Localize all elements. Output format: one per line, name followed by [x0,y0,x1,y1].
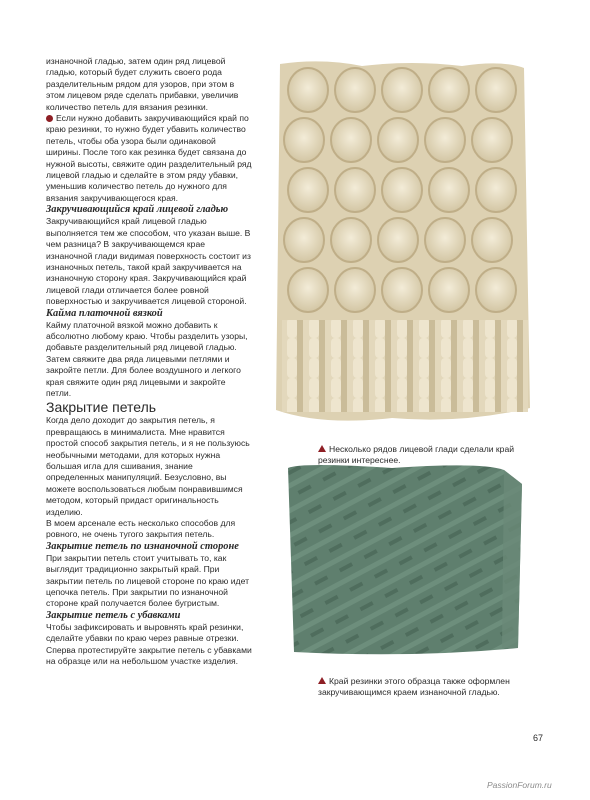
cable-bubble [335,268,375,312]
cable-pattern [284,68,516,312]
paragraph: изнаночной гладью, затем один ряд лицевой гладью, который будет служить своего рода разделительным рядом для узоров, при этом в этом лицевом ряде сделать прибавки, увеличив количество петель для вязания резинки. [46,56,239,112]
section-heading: Закрытие петель [46,399,157,416]
cable-bubble [288,68,328,112]
cable-bubble [335,168,375,212]
paragraph: При закрытии петель стоит учитывать то, как выглядит традиционно закрытый край. При закрытии петель по лицевой стороне по краю идет цепочка петель. При закрытии по изнаночной стороне край получается более бугристым. [46,552,250,609]
cable-bubble [382,68,422,112]
cable-bubble [284,118,324,162]
cable-bubble [476,268,516,312]
cable-bubble [288,268,328,312]
caption-top: Несколько рядов лицевой глади сделали край резинки интереснее. [318,443,515,465]
cable-bubble [382,268,422,312]
cable-bubble [335,68,375,112]
paragraph: В моем арсенале есть несколько способов для ровного, не очень тугого закрытия петель. [46,518,236,540]
triangle-marker-icon [318,445,326,452]
cream-swatch-image [262,58,537,430]
cable-bubble [476,168,516,212]
cable-bubble [284,218,324,262]
bullet-paragraph: Если нужно добавить закручивающийся край по краю резинки, то нужно будет убавить количество петель, чтобы оба узора были одинаковой ширины. После того как резинка будет связана до нужной высоты, свяжите один разделительный ряд лицевой гладью и сделайте в этом ряду убавки, уменьшив количество петель до нужного для вязания закручивающегося края. [46,113,252,203]
cable-bubble [382,168,422,212]
cable-bubble [425,118,465,162]
cable-bubble [331,218,371,262]
paragraph: Чтобы зафиксировать и выровнять край резинки, сделайте убавки по краю через равные отрезки. Сперва протестируйте закрытие петель с убавками на образце или на небольшом участке изделия. [46,621,252,667]
cable-bubble [288,168,328,212]
cable-bubble [472,118,512,162]
green-swatch-image [282,462,528,662]
cable-bubble [472,218,512,262]
cable-bubble [425,218,465,262]
cable-bubble [476,68,516,112]
subheading: Закручивающийся край лицевой гладью [46,204,229,216]
text-column [46,56,252,668]
paragraph: Кайму платочной вязкой можно добавить к абсолютно любому краю. Чтобы разделить узоры, добавьте разделительный ряд лицевой гладью. Затем свяжите два ряда лицевыми петлями и закройте петли. Для более воздушного и легкого края свяжите один ряд лицевыми и закройте петли. [46,319,248,398]
caption-bottom: Край резинки этого образца также оформлен закручивающимся краем изнаночной гладью. [318,675,510,697]
subheading: Закрытие петель по изнаночной стороне [46,540,239,552]
cable-bubble [429,268,469,312]
paragraph: Когда дело доходит до закрытия петель, я превращаюсь в минималиста. Мне нравится простой способ закрытия петель, и я не пользуюсь необычными методами, для которых нужна большая игла для сшивания, знание определенных манипуляций. Безусловно, вы можете воспользоваться любым понравившимся методом, который придаст оригинальность изделию. [46,415,250,517]
watermark: PassionForum.ru [487,780,552,790]
paragraph: Закручивающийся край лицевой гладью выполняется тем же способом, что указан выше. В чем разница? В закручивающемся крае изнаночной глади видимая поверхность состоит из изнаночных петель, такой край закручивается на изнаночную сторону края. Закручивающийся край лицевой глади отличается более ровной поверхностью и закручивается лицевой стороной. [46,216,251,307]
cable-bubble [429,168,469,212]
bullet-dot-icon [46,115,53,122]
cable-bubble [429,68,469,112]
subheading: Закрытие петель с убавками [46,609,181,621]
subheading: Кайма платочной вязкой [46,307,163,319]
triangle-marker-icon [318,677,326,684]
page-number: 67 [533,733,544,743]
cable-bubble [378,118,418,162]
cable-bubble [378,218,418,262]
cable-bubble [331,118,371,162]
